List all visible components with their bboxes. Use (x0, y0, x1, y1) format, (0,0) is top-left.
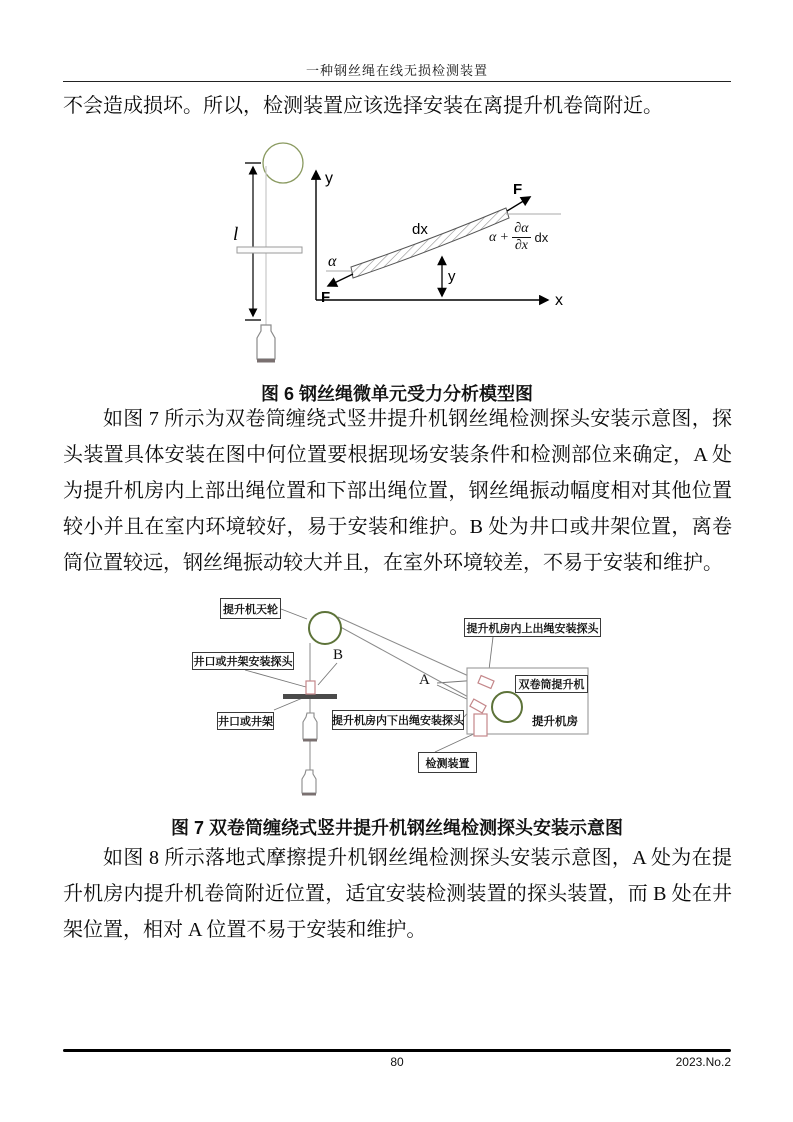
formula-numerator: ∂α (512, 221, 530, 238)
formula-fraction (512, 221, 530, 254)
formula-denominator: ∂x (514, 238, 528, 254)
footer-rule (63, 1049, 731, 1052)
length-label: l (233, 224, 239, 245)
probe-b-icon (306, 681, 315, 694)
formula-plus: + (500, 229, 509, 245)
force-label-left: F (321, 289, 331, 306)
crossbar (237, 247, 302, 253)
weight-2-icon (302, 770, 316, 796)
pulley-icon (263, 143, 303, 183)
figure-6-caption: 图 6 钢丝绳微单元受力分析模型图 (260, 384, 533, 404)
y-offset-label: y (448, 268, 456, 285)
point-a-label: A (419, 672, 430, 688)
alpha-label: α (328, 253, 337, 270)
callout-lower-rope-probe: 提升机房内下出绳安装探头 (332, 710, 464, 730)
footer-issue: 2023.No.2 (675, 1055, 731, 1069)
detection-device-icon (474, 714, 487, 736)
x-axis-label: x (555, 292, 563, 309)
callout-wellhead-probe: 井口或井架安装探头 (192, 652, 294, 670)
callout-wellhead: 井口或井架 (217, 712, 274, 730)
body-paragraph-intro: 不会造成损坏。所以，检测装置应该选择安装在离提升机卷筒附近。 (63, 95, 663, 117)
figure-6-force-model (195, 133, 595, 378)
formula-dx: dx (534, 230, 549, 246)
hoist-room-label: 提升机房 (532, 716, 578, 728)
drum-icon (492, 692, 522, 722)
force-label-right: F (513, 181, 523, 198)
callout-double-drum-hoist: 双卷筒提升机 (515, 675, 588, 693)
pulley-system (233, 143, 303, 363)
force-arrow-left (328, 274, 353, 286)
figure-6-drawing (195, 133, 595, 378)
figure-7-installation-diagram (185, 593, 605, 808)
weight-1-icon (303, 713, 317, 742)
wellhead-bar (283, 694, 337, 699)
footer-page-number: 80 (390, 1055, 404, 1069)
header-rule (63, 81, 731, 82)
figure-7-caption: 图 7 双卷筒缠绕式竖井提升机钢丝绳检测探头安装示意图 (170, 818, 623, 838)
head-sheave-icon (309, 612, 341, 644)
callout-upper-rope-probe: 提升机房内上出绳安装探头 (464, 618, 601, 637)
rope-element-band (351, 208, 509, 278)
body-paragraph-figure7: 如图 7 所示为双卷筒缠绕式竖井提升机钢丝绳检测探头安装示意图，探头装置具体安装在图中何位置要根据现场安装条件和检测部位来确定，A 处为提升机房内上部出绳位置和下部出绳位置，钢丝绳振动幅度相对其他位置较小并且在室内环境较好，易于安装和维护。B 处为井口或井架位置，离卷筒位置较远，钢丝绳振动较大并且，在室外环境较差，不易于安装和维护。 (63, 408, 732, 574)
callout-head-sheave: 提升机天轮 (220, 598, 281, 619)
point-b-label: B (333, 647, 344, 663)
page-header-title: 一种钢丝绳在线无损检测装置 (305, 63, 488, 78)
formula-alpha: α (489, 229, 497, 245)
body-paragraph-figure8: 如图 8 所示落地式摩擦提升机钢丝绳检测探头安装示意图，A 处为在提升机房内提升机卷筒附近位置，适宜安装检测装置的探头装置，而 B 处在井架位置，相对 A 位置不易于安装和维护。 (63, 847, 732, 941)
angle-formula (489, 221, 548, 254)
callout-detection-device: 检测装置 (418, 752, 477, 773)
weight-icon (257, 325, 275, 363)
y-axis-label: y (325, 170, 333, 187)
force-arrow-right (507, 197, 530, 211)
dx-label: dx (412, 221, 428, 238)
